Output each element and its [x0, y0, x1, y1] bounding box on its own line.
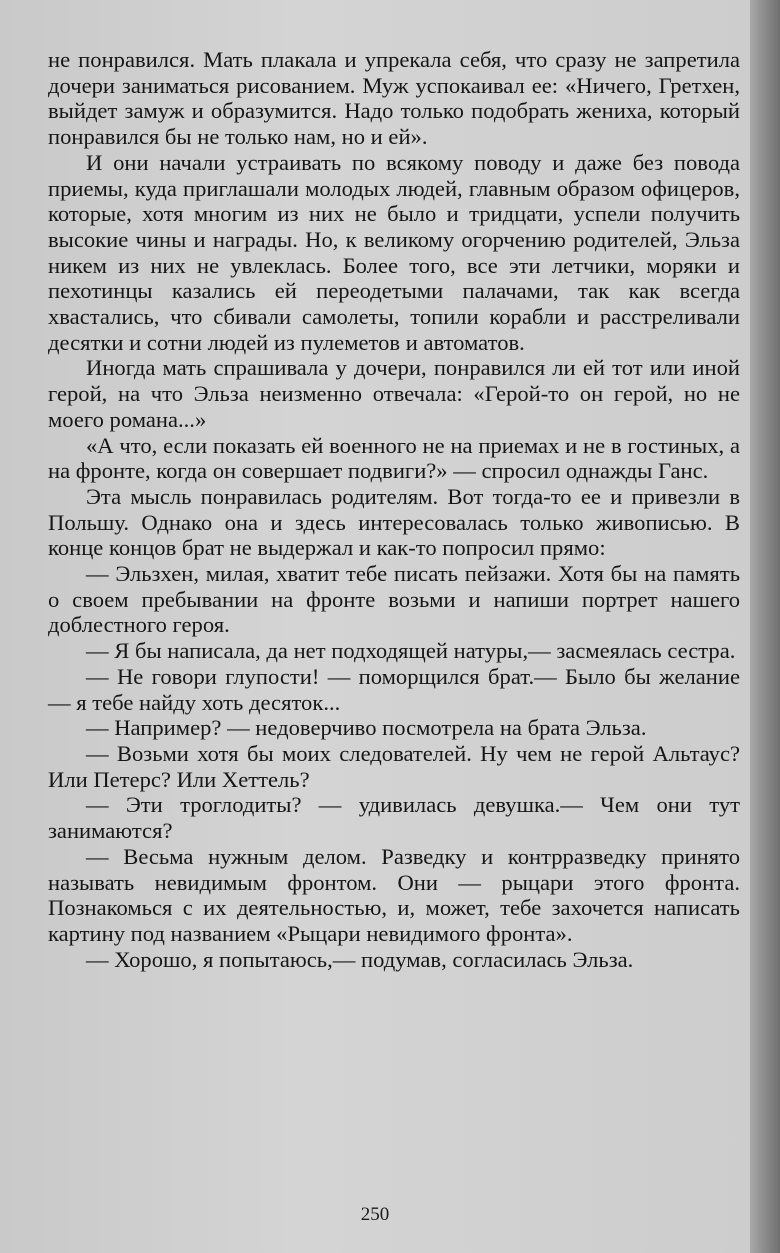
paragraph-6: — Эльзхен, милая, хватит тебе писать пейзажи. Хотя бы на память о своем пребывании на фронте возьми и напиши портрет нашего доблестного героя. — [48, 561, 740, 638]
paragraph-7: — Я бы написала, да нет подходящей натуры,— засмеялась сестра. — [86, 638, 736, 664]
page-edge-shadow — [750, 0, 780, 1253]
paragraph-11: — Эти троглодиты? — удивилась девушка.— Чем они тут занимаются? — [48, 792, 740, 844]
page-text — [48, 47, 740, 972]
paragraph-9: — Например? — недоверчиво посмотрела на брата Эльза. — [86, 715, 647, 741]
paragraph-4: «А что, если показать ей военного не на приемах и не в гостиных, а на фронте, когда он совершает подвиги?» — спросил однажды Ганс. — [48, 432, 740, 484]
paragraph-1: не понравился. Мать плакала и упрекала себя, что сразу не запретила дочери заниматься рисованием. Муж успокаивал ее: «Ничего, Гретхен, выйдет замуж и образумится. Надо только подобрать жениха, который понравился бы не только нам, но и ей». — [48, 47, 740, 150]
paragraph-13: — Хорошо, я попытаюсь,— подумав, согласилась Эльза. — [86, 946, 634, 972]
page-number: 250 — [360, 1204, 390, 1225]
paragraph-5: Эта мысль понравилась родителям. Вот тогда-то ее и привезли в Польшу. Однако она и здесь интересовалась только живописью. В конце концов брат не выдержал и как-то попросил прямо: — [48, 483, 740, 561]
paragraph-10: — Возьми хотя бы моих следователей. Ну чем не герой Альтаус? Или Петерс? Или Хеттель? — [48, 740, 740, 792]
paragraph-2: И они начали устраивать по всякому поводу и даже без повода приемы, куда приглашали молодых людей, главным образом офицеров, которые, хотя многим из них не было и тридцати, успели получить высокие чины и награды. Но, к великому огорчению родителей, Эльза никем из них не увлеклась. Более того, все эти летчики, моряки и пехотинцы казались ей переодетыми палачами, так как всегда хвастались, что сбивали самолеты, топили корабли и расстреливали десятки и сотни людей из пулеметов и автоматов. — [48, 149, 740, 355]
paragraph-8: — Не говори глупости! — поморщился брат.— Было бы желание — я тебе найду хоть десяток... — [48, 663, 740, 715]
paragraph-12: — Весьма нужным делом. Разведку и контрразведку принято называть невидимым фронтом. Они — рыцари этого фронта. Познакомься с их деятельностью, и, может, тебе захочется написать картину под названием «Рыцари невидимого фронта». — [48, 843, 740, 946]
paragraph-3: Иногда мать спрашивала у дочери, понравился ли ей тот или иной герой, на что Эльза неизменно отвечала: «Герой-то он герой, но не моего романа...» — [48, 355, 740, 432]
